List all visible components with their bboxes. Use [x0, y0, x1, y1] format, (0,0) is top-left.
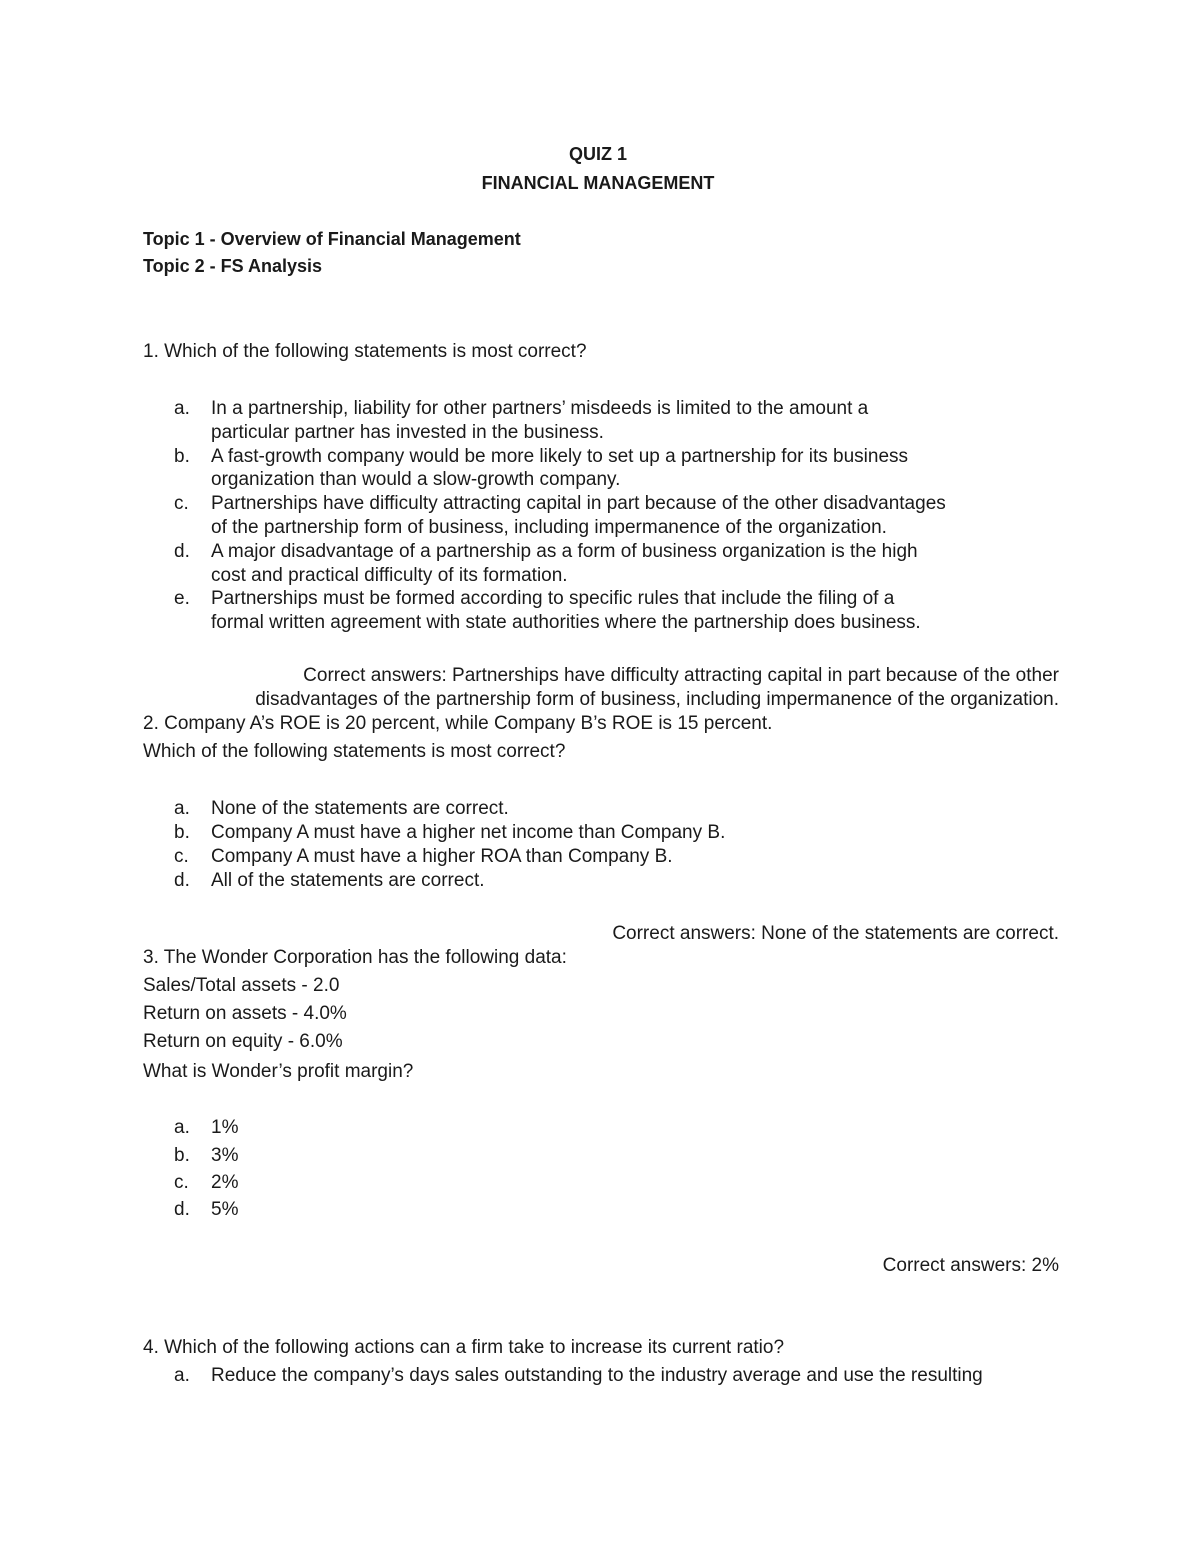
- topic-1-heading: Topic 1 - Overview of Financial Management: [143, 229, 521, 249]
- question-4-text: 4. Which of the following actions can a firm take to increase its current ratio?: [143, 1337, 785, 1358]
- option-text-line-2: cost and practical difficulty of its formation.: [211, 565, 568, 586]
- option-letter: d.: [174, 541, 190, 562]
- option-text-line-1: Partnerships have difficulty attracting capital in part because of the other disadvantages: [211, 493, 946, 514]
- option-text: 1%: [211, 1117, 239, 1138]
- option-text-line-1: A major disadvantage of a partnership as a form of business organization is the high: [211, 541, 918, 562]
- option-text-line-2: of the partnership form of business, including impermanence of the organization.: [211, 517, 887, 538]
- question-3-data-line: Return on assets - 4.0%: [143, 1003, 347, 1024]
- option-text: 5%: [211, 1199, 239, 1220]
- option-letter: a.: [174, 1365, 190, 1386]
- option-letter: b.: [174, 1145, 190, 1166]
- course-title: FINANCIAL MANAGEMENT: [481, 173, 715, 193]
- question-1-answer-line-1: Correct answers: Partnerships have difficulty attracting capital in part because of the other: [303, 665, 1059, 686]
- question-2-text-line-2: Which of the following statements is most correct?: [143, 741, 566, 762]
- quiz-title: QUIZ 1: [568, 144, 627, 164]
- option-text: 2%: [211, 1172, 239, 1193]
- option-text-line-1: In a partnership, liability for other partners’ misdeeds is limited to the amount a: [211, 398, 869, 419]
- option-text: Company A must have a higher net income than Company B.: [211, 822, 726, 843]
- option-text-line-2: particular partner has invested in the business.: [211, 422, 604, 443]
- option-text: 3%: [211, 1145, 239, 1166]
- question-2-text-line-1: 2. Company A’s ROE is 20 percent, while Company B’s ROE is 15 percent.: [143, 713, 773, 734]
- option-text-line-2: organization than would a slow-growth company.: [211, 469, 621, 490]
- option-text: Reduce the company’s days sales outstanding to the industry average and use the resulting: [211, 1365, 983, 1386]
- option-text: All of the statements are correct.: [211, 870, 485, 891]
- option-letter: c.: [174, 846, 189, 867]
- option-letter: b.: [174, 446, 190, 467]
- question-2-answer: Correct answers: None of the statements are correct.: [612, 923, 1059, 944]
- option-text-line-1: A fast-growth company would be more likely to set up a partnership for its business: [211, 446, 909, 467]
- question-3-data-line: Return on equity - 6.0%: [143, 1031, 343, 1052]
- question-1-text: 1. Which of the following statements is most correct?: [143, 341, 587, 362]
- question-3-text-line-2: What is Wonder’s profit margin?: [143, 1061, 414, 1082]
- option-text-line-2: formal written agreement with state authorities where the partnership does business.: [211, 612, 921, 633]
- option-letter: d.: [174, 870, 190, 891]
- option-text-line-1: Partnerships must be formed according to specific rules that include the filing of a: [211, 588, 895, 609]
- option-letter: a.: [174, 1117, 190, 1138]
- option-letter: c.: [174, 1172, 189, 1193]
- option-text: None of the statements are correct.: [211, 798, 509, 819]
- option-letter: e.: [174, 588, 190, 609]
- topic-2-heading: Topic 2 - FS Analysis: [143, 256, 323, 276]
- option-text: Company A must have a higher ROA than Company B.: [211, 846, 673, 867]
- option-letter: b.: [174, 822, 190, 843]
- option-letter: c.: [174, 493, 189, 514]
- option-letter: d.: [174, 1199, 190, 1220]
- question-3-text-line-1: 3. The Wonder Corporation has the following data:: [143, 947, 567, 968]
- question-3-answer: Correct answers: 2%: [882, 1255, 1059, 1276]
- option-letter: a.: [174, 398, 190, 419]
- option-letter: a.: [174, 798, 190, 819]
- question-1-answer-line-2: disadvantages of the partnership form of business, including impermanence of the organization.: [255, 689, 1059, 710]
- question-3-data-line: Sales/Total assets - 2.0: [143, 975, 340, 996]
